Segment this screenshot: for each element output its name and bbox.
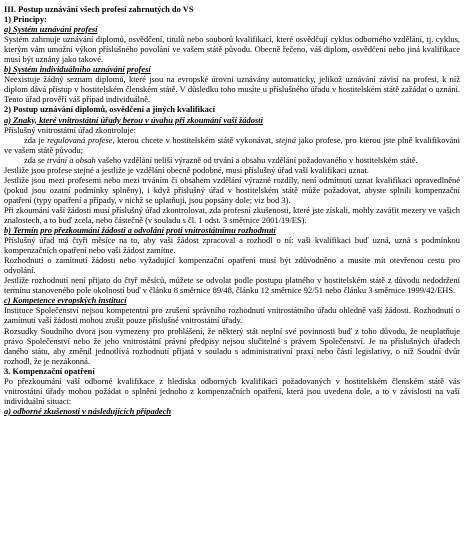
section-2c-heading: c) Kompetence evropských institucí xyxy=(4,295,127,306)
section-1-heading: 1) Principy: xyxy=(4,14,47,25)
bullet-1-em-same: stejná xyxy=(275,134,296,145)
section-1b-heading: b) Systém individuálního uznávání profesí xyxy=(4,64,151,75)
section-3-paragraph-1: Po přezkoumání vaší odborné kvalifikace z hlediska odborných kvalifikací požadovaných v hostitelském členském státě vás vnitrostátní úřady mohou požádat o splnění jednoho z kompenzačních opatření, která jsou uvedena dole, a to v závislosti na vaší individuální situaci: xyxy=(4,375,460,406)
section-1b-text: Neexistuje žádný seznam diplomů, které jsou na evropské úrovni uznávány automaticky, jelikož uznávání závisí na profesi, k níž diplom dává přístup v hostitelském členském státě. V důsledku toho musíte u příslušného úřadu v hostitelském státě zažádat o uznání. Tento úřad prověří váš případ individuálně. xyxy=(4,74,460,105)
section-1a-text: Systém zahrnuje uznávání diplomů, osvědčení, titulů nebo souborů kvalifikací, které osvědčují cyklus odborného vzdělání, tj. cyklus, kterým vám umožní výkon příslušného povolání ve vašem státě původu. Obecně řečeno, váš diplom, osvědčení nebo jiná kvalifikace musí být uznány jako takové. xyxy=(4,34,460,65)
section-2a-paragraph-1: Jestliže jsou profese stejné a jestliže je vzdělání obecně podobné, musí příslušný úřad vaši kvalifikaci uznat. xyxy=(4,164,369,175)
section-2c-paragraph-2: Rozsudky Soudního dvora jsou vymezeny pro prohlášení, že některý stát neplní své povinnosti buď z toho důvodu, že neuplatňuje právo Společenství nebo že jeho vnitrostátní právní předpisy nejsou slučitelné s právem Společenství. Je na příslušných úřadech daného státu, aby změnil jednotlivá rozhodnutí přijatá v souladu s administrativní praxí nebo částí legislativy, o níž Soudní dvůr rozhodl, že je nezákonná. xyxy=(4,325,460,366)
section-2a-bullet-1 xyxy=(4,135,460,155)
section-1a-heading: a) Systém uznávání profesí xyxy=(4,24,98,35)
section-2a-paragraph-2: Jestliže jsou mezi profesemi nebo mezi trváním či obsahem vzdělání výrazné rozdíly, není odmítnutí uznat kvalifikaci opravedlněné (pokud jsou ozatní podmínky splněny), i když příslušný úřad v hostitelském státě může požadovat, abyste splnili kompenzační opatření (typy opatření a případy, v nichž se uplatňují, jsou popsány dole; viz bod 3). xyxy=(4,174,460,205)
section-2c-paragraph-1: Instituce Společenství nejsou kompetentní pro zrušení správního rozhodnutí vnitrostátního úřadu ohledně vaší žádosti. Rozhodnutí o zamítnutí vaší žádosti mohou zrušit pouze příslušné vnitrostátní úřady. xyxy=(4,305,460,326)
section-2b-paragraph-1: Příslušný úřad má čtyři měsíce na to, aby vaši žádost zpracoval a rozhodl o ní: vaši kvalifikaci buď uzná, uzná s podmínkou kompenzačních opatření nebo vaši žádost zamítne. xyxy=(4,235,460,256)
bullet-2-em-duration: trvání a obsah xyxy=(46,154,96,165)
bullet-1-pre: zda je xyxy=(24,134,48,145)
section-2a-paragraph-3: Při zkoumání vaší žádosti musí příslušný úřad zkontrolovat, zda profesní zkušenosti, které jste získali, mohly zaváfit mezery ve vašich znalostech, a to buď zcela, nebo částečně (v souladu s čl. 1 odst. 3 směrnice 2001/19/ES). xyxy=(4,204,460,225)
section-2a-heading: a) Znaky, které vnitrostátní úřady berou v úvahu při zkoumání vaší žádosti xyxy=(4,114,263,125)
section-2b-paragraph-3: Jestliže rozhodnutí není přijato do čtyř měsíců, můžete se odvolat podle postupu platného v hostitelském státě z důvodu nedodržení termínu stanoveného pole okolností buď v článku 8 směrnice 89/48, článku 12 směrnice 92/51 nebo článku 3 směrnice 1999/42/EHS. xyxy=(4,275,460,296)
section-3a-heading: a) odborné zkušenosti v následujících případech xyxy=(4,405,172,416)
bullet-1-em-profession: regulovaná profese xyxy=(47,134,113,145)
section-3-heading: 3. Kompenzační opatření xyxy=(4,365,95,376)
section-2a-intro: Příslušný vnitrostátní úřad zkontroluje: xyxy=(4,124,136,135)
bullet-1-mid: , kterou chcete v hostitelském státě vykonávat, xyxy=(112,134,276,145)
section-2a-bullet-2 xyxy=(4,155,460,165)
section-2-heading: 2) Postup uznávání diplomů, osvědčení a jiných kvalifikací xyxy=(4,104,215,115)
section-2b-heading: b) Termín pro přezkoumání žádosti a odvolání proti vnitrostátnímu rozhodnutí xyxy=(4,225,276,236)
bullet-2-post: vašeho vzdělání neliší výrazně od trvání a obsahu vzdělání požadovaného v hostitelském státě. xyxy=(95,154,418,165)
bullet-2-pre: zda se xyxy=(24,154,47,165)
document-title: III. Postup uznávání všech profesí zahrnutých do VS xyxy=(4,4,194,14)
bullet-1-post: jako profese, pro kterou jste plně kvalifikováni ve vašem státě původu; xyxy=(4,134,460,155)
section-2b-paragraph-2: Rozhodnutí o zamítnutí žádosti nebo vyžadující kompenzační opatření musí být zdůvodněno a musíte mít otevřenou cestu pro odvolání. xyxy=(4,255,460,276)
